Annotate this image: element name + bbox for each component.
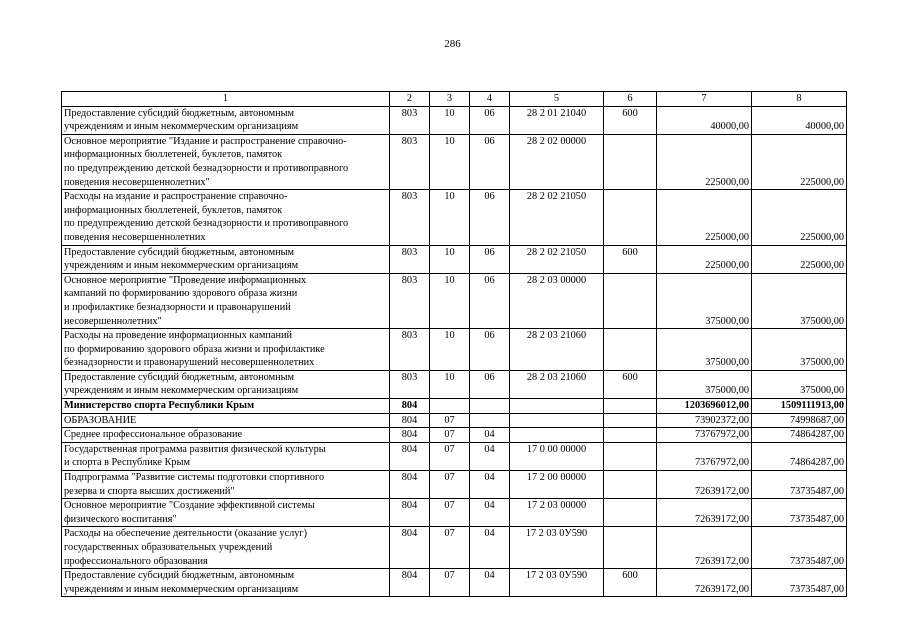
cell-text: Предоставление субсидий бюджетным, автономным учреждениям и иным некоммерческим организациям [64, 246, 299, 272]
subsection-code-cell [470, 428, 510, 443]
cell-text: 17 2 03 0У590 [525, 570, 588, 582]
cell-text: Министерство спорта Республики Крым [64, 400, 255, 412]
table-row [62, 190, 847, 245]
amount-2019-cell [752, 399, 847, 414]
column-number-row [62, 92, 847, 107]
target-article-cell [510, 399, 604, 414]
ministry-code-cell [390, 190, 430, 245]
cell-text: 73735487,00 [789, 513, 844, 525]
cell-text: 72639172,00 [694, 513, 749, 525]
table-row [62, 499, 847, 527]
section-code-cell [430, 413, 470, 428]
row-name-cell [62, 370, 390, 398]
cell-text: 804 [401, 414, 418, 426]
ministry-code-cell [390, 329, 430, 371]
section-code-cell [430, 399, 470, 414]
section-code-cell [430, 428, 470, 443]
cell-text: 73735487,00 [789, 583, 844, 595]
amount-2019-cell [752, 134, 847, 189]
subsection-code-cell [470, 134, 510, 189]
expense-type-cell [604, 106, 657, 134]
column-number: 8 [752, 92, 847, 107]
expense-type-cell [604, 134, 657, 189]
ministry-code-cell [390, 370, 430, 398]
cell-text: 1509111913,00 [780, 400, 844, 412]
expense-type-cell [604, 329, 657, 371]
section-code-cell [430, 499, 470, 527]
table-row [62, 106, 847, 134]
target-article-cell [510, 273, 604, 328]
cell-text: 10 [444, 191, 455, 203]
cell-text: 04 [484, 472, 495, 484]
amount-2018-cell [657, 471, 752, 499]
section-code-cell [430, 106, 470, 134]
section-code-cell [430, 569, 470, 597]
row-name-cell [62, 413, 390, 428]
amount-2019-cell [752, 569, 847, 597]
section-code-cell [430, 329, 470, 371]
target-article-cell [510, 413, 604, 428]
budget-table [61, 91, 847, 597]
amount-2018-cell [657, 134, 752, 189]
cell-text: 225000,00 [800, 176, 844, 188]
cell-text: 803 [401, 135, 418, 147]
cell-text: Государственная программа развития физической культуры и спорта в Республике Крым [64, 443, 326, 469]
cell-text: 28 2 02 21050 [526, 191, 587, 203]
row-name-cell [62, 190, 390, 245]
amount-2018-cell [657, 499, 752, 527]
cell-text: 40000,00 [805, 121, 844, 133]
cell-text: Основное мероприятие "Издание и распространение справочно- информационных бюллетеней, буклетов, памяток по предупреждению детской безнадзорности и противоправного поведения несовершеннолетних" [64, 135, 349, 188]
row-name-cell [62, 499, 390, 527]
ministry-code-cell [390, 134, 430, 189]
table-row [62, 442, 847, 470]
amount-2019-cell [752, 428, 847, 443]
amount-2019-cell [752, 106, 847, 134]
amount-2019-cell [752, 471, 847, 499]
subsection-code-cell [470, 399, 510, 414]
target-article-cell [510, 442, 604, 470]
cell-text: Подпрограмма "Развитие системы подготовки спортивного резерва и спорта высших достижений" [64, 472, 325, 497]
cell-text: Среднее профессиональное образование [64, 429, 243, 441]
target-article-cell [510, 499, 604, 527]
cell-text: 04 [484, 443, 495, 455]
cell-text: 74864287,00 [789, 457, 844, 469]
section-code-cell [430, 134, 470, 189]
table-row [62, 413, 847, 428]
amount-2019-cell [752, 273, 847, 328]
cell-text: 06 [484, 330, 495, 342]
cell-text: Предоставление субсидий бюджетным, автономным учреждениям и иным некоммерческим организациям [64, 570, 299, 595]
subsection-code-cell [470, 442, 510, 470]
column-number: 4 [470, 92, 510, 107]
cell-text: 600 [622, 371, 638, 383]
column-number: 3 [430, 92, 470, 107]
cell-text: 804 [401, 570, 418, 582]
subsection-code-cell [470, 413, 510, 428]
amount-2019-cell [752, 413, 847, 428]
subsection-code-cell [470, 569, 510, 597]
section-code-cell [430, 190, 470, 245]
row-name-cell [62, 471, 390, 499]
cell-text: 28 2 03 21060 [526, 371, 587, 383]
cell-text: 07 [444, 570, 455, 582]
table-row [62, 569, 847, 597]
row-name-cell [62, 273, 390, 328]
cell-text: 375000,00 [800, 357, 844, 369]
cell-text: 74998687,00 [789, 414, 844, 426]
cell-text: 07 [444, 429, 455, 441]
cell-text: 225000,00 [800, 231, 844, 243]
cell-text: Расходы на проведение информационных кампаний по формированию здорового образа жизни и профилактике безнадзорности и правонарушений несовершеннолетних [64, 330, 325, 369]
cell-text: 28 2 02 21050 [526, 246, 587, 258]
subsection-code-cell [470, 106, 510, 134]
cell-text: 28 2 03 21060 [526, 330, 587, 342]
cell-text: 600 [622, 107, 638, 119]
ministry-code-cell [390, 527, 430, 569]
cell-text: 225000,00 [705, 176, 749, 188]
amount-2019-cell [752, 329, 847, 371]
cell-text: 17 2 03 0У590 [525, 528, 588, 540]
ministry-code-cell [390, 499, 430, 527]
cell-text: 600 [622, 570, 638, 582]
cell-text: 06 [484, 274, 495, 286]
row-name-cell [62, 569, 390, 597]
cell-text: 803 [401, 274, 418, 286]
cell-text: 600 [622, 246, 638, 258]
subsection-code-cell [470, 273, 510, 328]
cell-text: 74864287,00 [789, 429, 844, 441]
cell-text: 04 [484, 570, 495, 582]
column-number: 6 [604, 92, 657, 107]
section-code-cell [430, 527, 470, 569]
cell-text: 225000,00 [705, 231, 749, 243]
cell-text: 06 [484, 246, 495, 258]
cell-text: Предоставление субсидий бюджетным, автономным учреждениям и иным некоммерческим организациям [64, 371, 299, 397]
amount-2018-cell [657, 399, 752, 414]
cell-text: Основное мероприятие "Создание эффективной системы физического воспитания" [64, 500, 315, 525]
amount-2019-cell [752, 527, 847, 569]
amount-2018-cell [657, 245, 752, 273]
cell-text: 375000,00 [705, 357, 749, 369]
target-article-cell [510, 370, 604, 398]
cell-text: 375000,00 [705, 315, 749, 327]
row-name-cell [62, 442, 390, 470]
expense-type-cell [604, 190, 657, 245]
cell-text: 10 [444, 330, 455, 342]
target-article-cell [510, 569, 604, 597]
cell-text: 10 [444, 246, 455, 258]
cell-text: 28 2 01 21040 [526, 107, 587, 119]
cell-text: Расходы на обеспечение деятельности (оказание услуг) государственных образовательных учреждений профессионального образования [64, 528, 308, 567]
expense-type-cell [604, 569, 657, 597]
amount-2018-cell [657, 190, 752, 245]
cell-text: 72639172,00 [694, 583, 749, 595]
ministry-code-cell [390, 273, 430, 328]
cell-text: 803 [401, 371, 418, 383]
subsection-code-cell [470, 190, 510, 245]
cell-text: 804 [401, 443, 418, 455]
cell-text: 375000,00 [800, 315, 844, 327]
cell-text: 72639172,00 [694, 555, 749, 567]
cell-text: 1203696012,00 [684, 400, 749, 412]
row-name-cell [62, 245, 390, 273]
cell-text: 73735487,00 [789, 485, 844, 497]
target-article-cell [510, 106, 604, 134]
amount-2018-cell [657, 413, 752, 428]
table-body [62, 92, 847, 597]
subsection-code-cell [470, 245, 510, 273]
cell-text: 375000,00 [705, 385, 749, 397]
ministry-code-cell [390, 399, 430, 414]
cell-text: 07 [444, 500, 455, 512]
row-name-cell [62, 134, 390, 189]
cell-text: 73735487,00 [789, 555, 844, 567]
ministry-code-cell [390, 245, 430, 273]
cell-text: 40000,00 [710, 121, 749, 133]
row-name-cell [62, 329, 390, 371]
amount-2018-cell [657, 273, 752, 328]
cell-text: 225000,00 [705, 260, 749, 272]
amount-2018-cell [657, 527, 752, 569]
expense-type-cell [604, 471, 657, 499]
target-article-cell [510, 134, 604, 189]
cell-text: 803 [401, 107, 418, 119]
amount-2018-cell [657, 442, 752, 470]
row-name-cell [62, 428, 390, 443]
cell-text: 803 [401, 191, 418, 203]
cell-text: Основное мероприятие "Проведение информационных кампаний по формированию здорового образа жизни и профилактике безнадзорности и правонарушений несовершеннолетних" [64, 274, 307, 327]
expense-type-cell [604, 499, 657, 527]
expense-type-cell [604, 413, 657, 428]
subsection-code-cell [470, 527, 510, 569]
amount-2018-cell [657, 106, 752, 134]
table-row [62, 329, 847, 371]
expense-type-cell [604, 273, 657, 328]
target-article-cell [510, 329, 604, 371]
amount-2019-cell [752, 190, 847, 245]
expense-type-cell [604, 370, 657, 398]
cell-text: 10 [444, 371, 455, 383]
cell-text: 804 [401, 528, 418, 540]
cell-text: 73902372,00 [694, 414, 749, 426]
cell-text: 804 [401, 472, 418, 484]
cell-text: 72639172,00 [694, 485, 749, 497]
table-row [62, 428, 847, 443]
table-row [62, 527, 847, 569]
cell-text: 28 2 02 00000 [526, 135, 587, 147]
cell-text: 07 [444, 414, 455, 426]
cell-text: 04 [484, 528, 495, 540]
cell-text: 803 [401, 246, 418, 258]
target-article-cell [510, 527, 604, 569]
cell-text: 06 [484, 135, 495, 147]
ministry-code-cell [390, 106, 430, 134]
cell-text: Предоставление субсидий бюджетным, автономным учреждениям и иным некоммерческим организациям [64, 107, 299, 133]
section-code-cell [430, 442, 470, 470]
ministry-code-cell [390, 428, 430, 443]
cell-text: 28 2 03 00000 [526, 274, 587, 286]
cell-text: ОБРАЗОВАНИЕ [64, 414, 137, 426]
amount-2019-cell [752, 499, 847, 527]
amount-2018-cell [657, 428, 752, 443]
subsection-code-cell [470, 370, 510, 398]
subsection-code-cell [470, 329, 510, 371]
column-number: 7 [657, 92, 752, 107]
table-row [62, 471, 847, 499]
column-number: 1 [62, 92, 390, 107]
cell-text: Расходы на издание и распространение справочно- информационных бюллетеней, буклетов, памяток по предупреждению детской безнадзорности и противоправного поведения несовершеннолетних [64, 191, 349, 243]
row-name-cell [62, 106, 390, 134]
cell-text: 375000,00 [800, 385, 844, 397]
expense-type-cell [604, 245, 657, 273]
expense-type-cell [604, 428, 657, 443]
row-name-cell [62, 527, 390, 569]
cell-text: 804 [401, 500, 418, 512]
table-row [62, 399, 847, 414]
cell-text: 04 [484, 429, 495, 441]
expense-type-cell [604, 399, 657, 414]
cell-text: 10 [444, 274, 455, 286]
expense-type-cell [604, 442, 657, 470]
cell-text: 07 [444, 443, 455, 455]
section-code-cell [430, 471, 470, 499]
amount-2019-cell [752, 370, 847, 398]
table-row [62, 245, 847, 273]
cell-text: 803 [401, 330, 418, 342]
target-article-cell [510, 428, 604, 443]
cell-text: 17 2 00 00000 [526, 472, 587, 484]
cell-text: 17 0 00 00000 [526, 443, 587, 455]
cell-text: 06 [484, 191, 495, 203]
column-number: 2 [390, 92, 430, 107]
cell-text: 07 [444, 528, 455, 540]
table-row [62, 134, 847, 189]
section-code-cell [430, 273, 470, 328]
cell-text: 06 [484, 371, 495, 383]
ministry-code-cell [390, 413, 430, 428]
target-article-cell [510, 190, 604, 245]
cell-text: 07 [444, 472, 455, 484]
table-row [62, 370, 847, 398]
expense-type-cell [604, 527, 657, 569]
cell-text: 804 [401, 429, 418, 441]
cell-text: 73767972,00 [694, 429, 749, 441]
cell-text: 17 2 03 00000 [526, 500, 587, 512]
cell-text: 10 [444, 135, 455, 147]
column-number: 5 [510, 92, 604, 107]
cell-text: 73767972,00 [694, 457, 749, 469]
cell-text: 10 [444, 107, 455, 119]
amount-2018-cell [657, 569, 752, 597]
cell-text: 06 [484, 107, 495, 119]
ministry-code-cell [390, 471, 430, 499]
ministry-code-cell [390, 442, 430, 470]
section-code-cell [430, 245, 470, 273]
cell-text: 04 [484, 500, 495, 512]
section-code-cell [430, 370, 470, 398]
amount-2019-cell [752, 442, 847, 470]
target-article-cell [510, 471, 604, 499]
amount-2018-cell [657, 329, 752, 371]
table-row [62, 273, 847, 328]
cell-text: 804 [401, 400, 418, 412]
subsection-code-cell [470, 499, 510, 527]
page-number: 286 [444, 38, 461, 50]
subsection-code-cell [470, 471, 510, 499]
target-article-cell [510, 245, 604, 273]
amount-2018-cell [657, 370, 752, 398]
row-name-cell [62, 399, 390, 414]
ministry-code-cell [390, 569, 430, 597]
amount-2019-cell [752, 245, 847, 273]
cell-text: 225000,00 [800, 260, 844, 272]
